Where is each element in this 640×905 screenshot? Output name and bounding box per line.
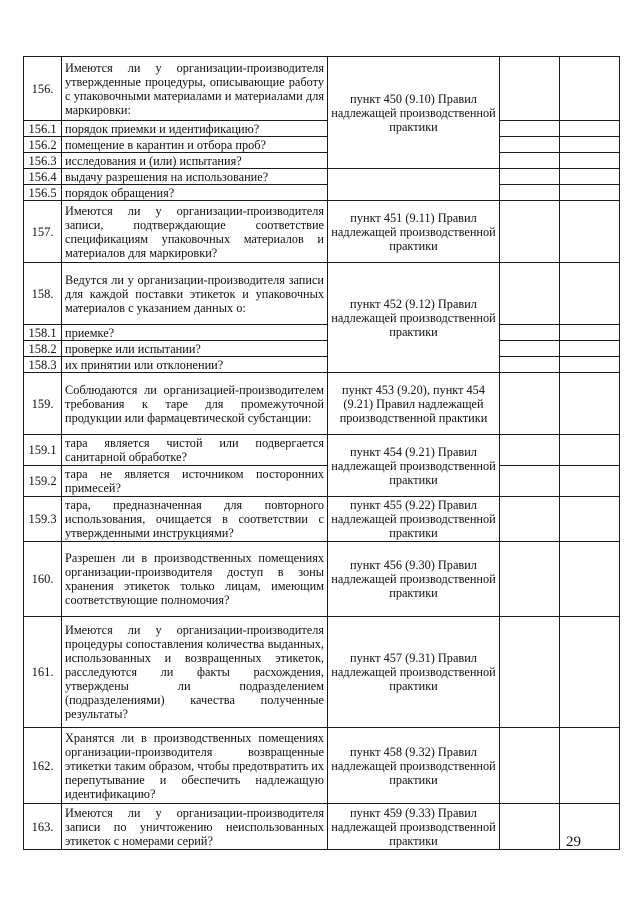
- comment-cell[interactable]: [560, 325, 620, 341]
- requirement-text: исследования и (или) испытания?: [62, 153, 328, 169]
- regulation-reference: пункт 455 (9.22) Правил надлежащей производственной практики: [328, 497, 500, 542]
- table-row: [24, 435, 620, 466]
- requirement-text: Разрешен ли в производственных помещениях организации-производителя доступ в зоны хранения этикеток только лицам, имеющим соответствующие полномочия?: [62, 542, 328, 617]
- table-row: [24, 201, 620, 263]
- table-row: [24, 728, 620, 804]
- comment-cell[interactable]: [560, 617, 620, 728]
- requirement-text: приемке?: [62, 325, 328, 341]
- item-number: 158.1: [24, 325, 62, 341]
- item-number: 159.1: [24, 435, 62, 466]
- regulation-reference: пункт 450 (9.10) Правил надлежащей производственной практики: [328, 57, 500, 169]
- answer-cell[interactable]: [500, 804, 560, 850]
- answer-cell[interactable]: [500, 617, 560, 728]
- regulation-reference: пункт 457 (9.31) Правил надлежащей производственной практики: [328, 617, 500, 728]
- answer-cell[interactable]: [500, 169, 560, 185]
- comment-cell[interactable]: [560, 153, 620, 169]
- comment-cell[interactable]: [560, 728, 620, 804]
- item-number: 156.1: [24, 121, 62, 137]
- answer-cell[interactable]: [500, 497, 560, 542]
- requirement-text: Имеются ли у организации-производителя процедуры сопоставления количества выданных, использованных и возвращенных этикеток, расследуются ли факты расхождения, утверждены ли подразделением (подразделениями) качества полученные результаты?: [62, 617, 328, 728]
- table-row: [24, 542, 620, 617]
- item-number: 160.: [24, 542, 62, 617]
- comment-cell[interactable]: [560, 373, 620, 435]
- requirement-text: тара является чистой или подвергается санитарной обработке?: [62, 435, 328, 466]
- requirement-text: выдачу разрешения на использование?: [62, 169, 328, 185]
- answer-cell[interactable]: [500, 137, 560, 153]
- answer-cell[interactable]: [500, 341, 560, 357]
- answer-cell[interactable]: [500, 185, 560, 201]
- table-row: [24, 497, 620, 542]
- answer-cell[interactable]: [500, 542, 560, 617]
- item-number: 159.2: [24, 466, 62, 497]
- requirement-text: порядок приемки и идентификацию?: [62, 121, 328, 137]
- regulation-reference: пункт 452 (9.12) Правил надлежащей производственной практики: [328, 263, 500, 373]
- comment-cell[interactable]: [560, 263, 620, 325]
- answer-cell[interactable]: [500, 728, 560, 804]
- requirement-text: Хранятся ли в производственных помещениях организации-производителя возвращенные этикетки таким образом, чтобы предотвратить их перепутывание и обеспечить надлежащую идентификацию?: [62, 728, 328, 804]
- answer-cell[interactable]: [500, 121, 560, 137]
- requirement-text: Имеются ли у организации-производителя утвержденные процедуры, описывающие работу с упаковочными материалами и материалами для маркировки:: [62, 57, 328, 121]
- comment-cell[interactable]: [560, 185, 620, 201]
- comment-cell[interactable]: [560, 341, 620, 357]
- comment-cell[interactable]: [560, 169, 620, 185]
- answer-cell[interactable]: [500, 466, 560, 497]
- requirement-text: их принятии или отклонении?: [62, 357, 328, 373]
- table-row: [24, 804, 620, 850]
- requirement-text: Ведутся ли у организации-производителя записи для каждой поставки этикеток и упаковочных материалов с указанием данных о:: [62, 263, 328, 325]
- requirement-text: Соблюдаются ли организацией-производителем требования к таре для промежуточной продукции или фармацевтической субстанции:: [62, 373, 328, 435]
- regulation-reference: пункт 451 (9.11) Правил надлежащей производственной практики: [328, 201, 500, 263]
- comment-cell[interactable]: [560, 201, 620, 263]
- table-row: [24, 357, 620, 373]
- answer-cell[interactable]: [500, 201, 560, 263]
- table-row: [24, 373, 620, 435]
- requirement-text: тара, предназначенная для повторного использования, очищается в соответствии с утвержденными инструкциями?: [62, 497, 328, 542]
- comment-cell[interactable]: [560, 466, 620, 497]
- item-number: 159.: [24, 373, 62, 435]
- table-row: [24, 137, 620, 153]
- page-number: 29: [566, 834, 581, 850]
- table-row: [24, 57, 620, 121]
- requirement-text: Имеются ли у организации-производителя записи по уничтожению неиспользованных этикеток с номерами серий?: [62, 804, 328, 850]
- item-number: 156.4: [24, 169, 62, 185]
- table-row: [24, 325, 620, 341]
- comment-cell[interactable]: [560, 497, 620, 542]
- answer-cell[interactable]: [500, 357, 560, 373]
- table-row: [24, 153, 620, 169]
- requirement-text: Имеются ли у организации-производителя записи, подтверждающие соответствие спецификациям упаковочных материалов и материалов для маркировки?: [62, 201, 328, 263]
- item-number: 158.2: [24, 341, 62, 357]
- requirement-text: тара не является источником посторонних примесей?: [62, 466, 328, 497]
- item-number: 156.: [24, 57, 62, 121]
- regulation-reference-empty: [328, 169, 500, 201]
- table-row: [24, 169, 620, 185]
- item-number: 163.: [24, 804, 62, 850]
- regulation-reference: пункт 456 (9.30) Правил надлежащей производственной практики: [328, 542, 500, 617]
- item-number: 156.5: [24, 185, 62, 201]
- comment-cell[interactable]: [560, 137, 620, 153]
- item-number: 161.: [24, 617, 62, 728]
- item-number: 159.3: [24, 497, 62, 542]
- regulation-reference: пункт 458 (9.32) Правил надлежащей производственной практики: [328, 728, 500, 804]
- requirement-text: порядок обращения?: [62, 185, 328, 201]
- comment-cell[interactable]: [560, 121, 620, 137]
- comment-cell[interactable]: [560, 57, 620, 121]
- item-number: 158.: [24, 263, 62, 325]
- item-number: 157.: [24, 201, 62, 263]
- comment-cell[interactable]: [560, 357, 620, 373]
- comment-cell[interactable]: [560, 435, 620, 466]
- answer-cell[interactable]: [500, 435, 560, 466]
- item-number: 156.2: [24, 137, 62, 153]
- table-row: [24, 263, 620, 325]
- table-row: [24, 185, 620, 201]
- table-row: [24, 121, 620, 137]
- answer-cell[interactable]: [500, 57, 560, 121]
- answer-cell[interactable]: [500, 373, 560, 435]
- item-number: 156.3: [24, 153, 62, 169]
- table-row: [24, 341, 620, 357]
- item-number: 162.: [24, 728, 62, 804]
- regulation-reference: пункт 453 (9.20), пункт 454 (9.21) Правил надлежащей производственной практики: [328, 373, 500, 435]
- requirements-checklist-table: [23, 56, 620, 850]
- answer-cell[interactable]: [500, 153, 560, 169]
- answer-cell[interactable]: [500, 263, 560, 325]
- item-number: 158.3: [24, 357, 62, 373]
- answer-cell[interactable]: [500, 325, 560, 341]
- table-row: [24, 466, 620, 497]
- requirement-text: помещение в карантин и отбора проб?: [62, 137, 328, 153]
- requirement-text: проверке или испытании?: [62, 341, 328, 357]
- regulation-reference: пункт 454 (9.21) Правил надлежащей производственной практики: [328, 435, 500, 497]
- regulation-reference: пункт 459 (9.33) Правил надлежащей производственной практики: [328, 804, 500, 850]
- comment-cell[interactable]: [560, 542, 620, 617]
- table-row: [24, 617, 620, 728]
